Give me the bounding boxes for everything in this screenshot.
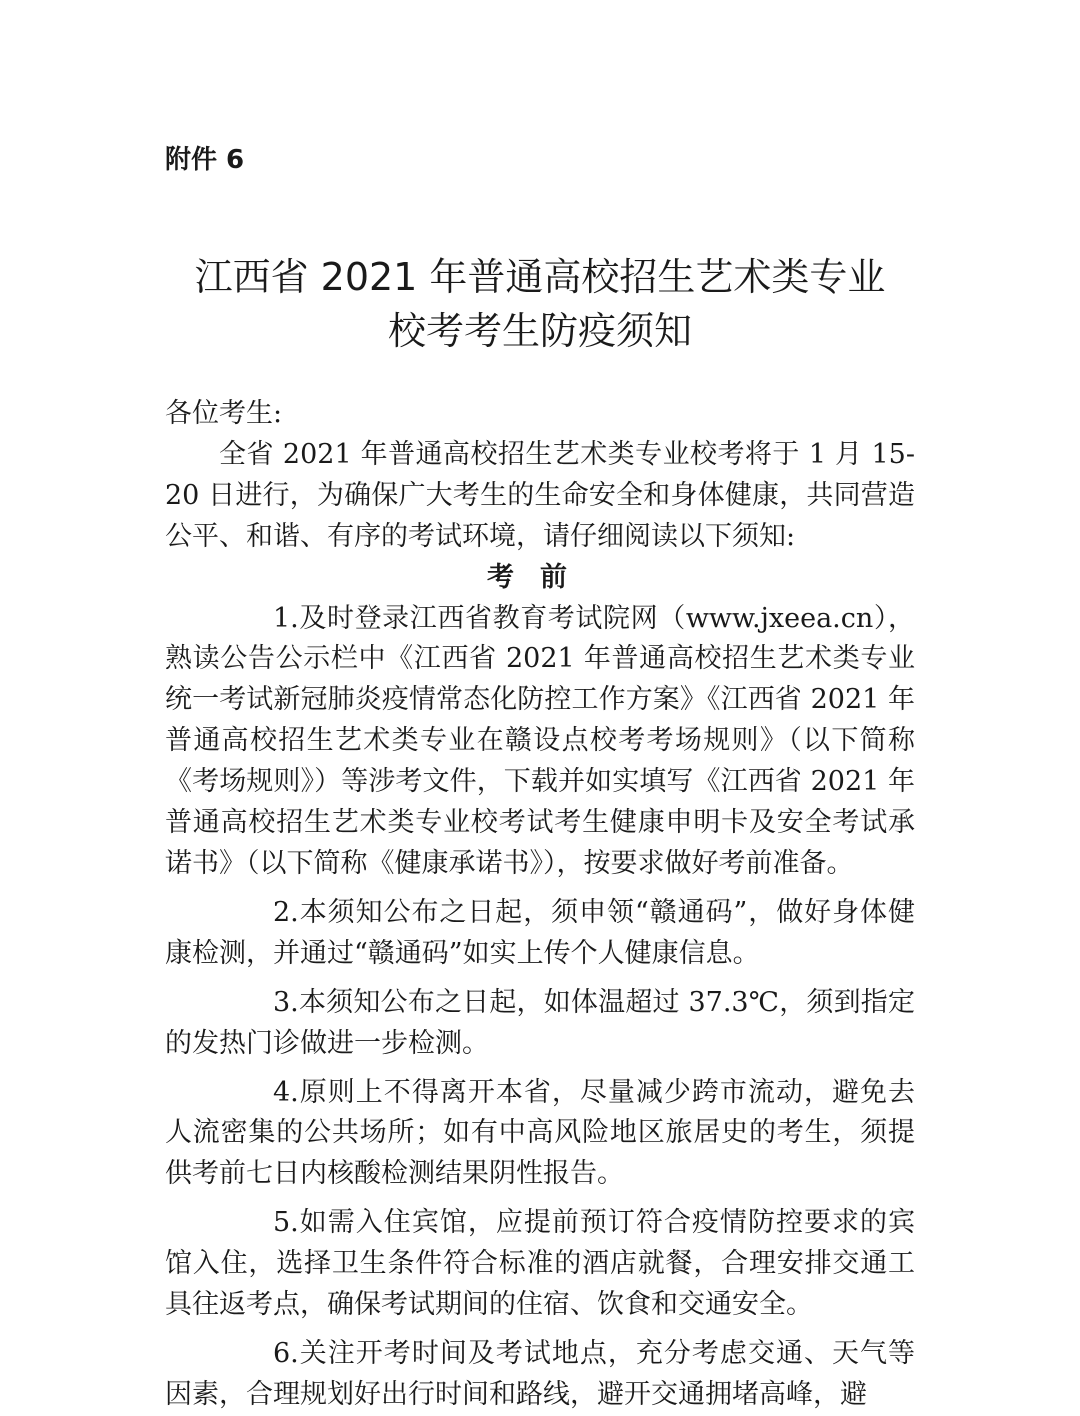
document-title-line-1: 江西省 2021 年普通高校招生艺术类专业 xyxy=(194,255,886,299)
list-item xyxy=(165,599,915,885)
item-number: 2. xyxy=(273,896,299,928)
list-item xyxy=(165,1073,915,1196)
document-title-line-2: 校考考生防疫须知 xyxy=(387,309,692,353)
document-body xyxy=(165,394,915,1416)
list-item xyxy=(165,1334,915,1416)
salutation: 各位考生: xyxy=(165,398,283,429)
list-item xyxy=(165,983,915,1065)
item-text: 及时登录江西省教育考试院网（www.jxeea.cn），熟读公告公示栏中《江西省 2021 年普通高校招生艺术类专业统一考试新冠肺炎疫情常态化防控工作方案》《江西省 2021 年普通高校招生艺术类专业在赣设点校考考场规则》（以下简称《考场规则》）等涉考文件，下载并如实填写《江西省 2021 年普通高校招生艺术类专业校考试考生健康申明卡及安全考试承诺书》（以下简称《健康承诺书》），按要求做好考前准备。 xyxy=(165,602,915,879)
item-text: 原则上不得离开本省，尽量减少跨市流动，避免去人流密集的公共场所；如有中高风险地区旅居史的考生，须提供考前七日内核酸检测结果阴性报告。 xyxy=(165,1076,915,1190)
section-heading-before-exam: 考前 xyxy=(487,561,593,593)
item-number: 3. xyxy=(273,986,299,1018)
item-text: 本须知公布之日起，如体温超过 37.3℃，须到指定的发热门诊做进一步检测。 xyxy=(165,986,915,1059)
list-item xyxy=(165,893,915,975)
item-text: 关注开考时间及考试地点，充分考虑交通、天气等因素，合理规划好出行时间和路线，避开交通拥堵高峰，避 xyxy=(165,1337,915,1410)
item-text: 本须知公布之日起，须申领“赣通码”，做好身体健康检测，并通过“赣通码”如实上传个人健康信息。 xyxy=(165,896,915,969)
attachment-label: 附件 6 xyxy=(165,145,245,175)
intro-paragraph: 全省 2021 年普通高校招生艺术类专业校考将于 1 月 15-20 日进行，为确保广大考生的生命安全和身体健康，共同营造公平、和谐、有序的考试环境，请仔细阅读以下须知: xyxy=(165,438,915,552)
item-number: 6. xyxy=(273,1337,299,1369)
item-text: 如需入住宾馆，应提前预订符合疫情防控要求的宾馆入住，选择卫生条件符合标准的酒店就餐，合理安排交通工具往返考点，确保考试期间的住宿、饮食和交通安全。 xyxy=(165,1207,915,1321)
item-number: 5. xyxy=(273,1207,299,1239)
list-item xyxy=(165,1203,915,1326)
item-number: 1. xyxy=(273,602,299,634)
item-number: 4. xyxy=(273,1076,299,1108)
